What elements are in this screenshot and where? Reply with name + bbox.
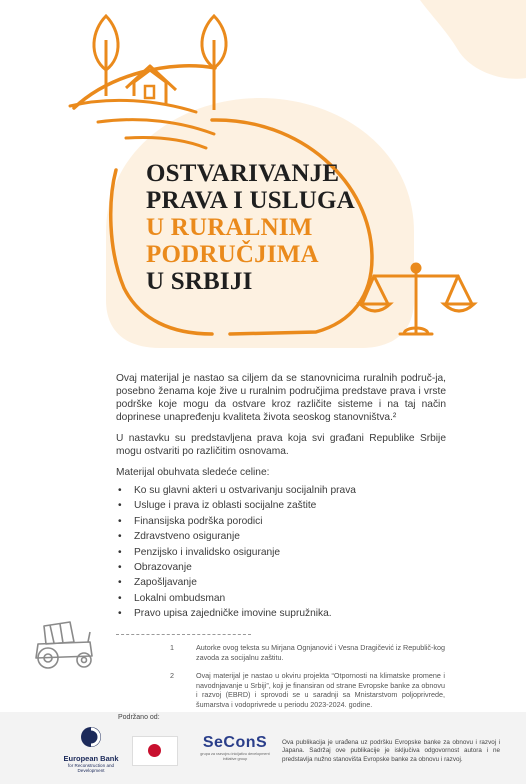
ebrd-name: European Bank (63, 754, 119, 763)
footnotes (170, 643, 445, 719)
paragraph: U nastavku su predstavljena prava koja svi građani Republike Srbije mogu ostvariti po različitim osnovama. (116, 433, 446, 457)
list-item: • Zapošljavanje (130, 575, 446, 590)
supported-by-label: Podržano od: (118, 714, 160, 721)
secons-subtitle: grupa za razvojnu inicijativu development initiative group (200, 752, 270, 761)
japan-flag (132, 736, 178, 766)
list-item: • Lokalni ombudsman (130, 591, 446, 606)
footnote (170, 643, 445, 662)
title-line-highlight: U RURALNIM (146, 214, 313, 241)
footnote-text: Autorke ovog teksta su Mirjana Ognjanović i Vesna Dragičević iz Republič-kog zavoda za socijalnu zaštitu. (196, 643, 445, 662)
main-content (116, 372, 446, 622)
topics-list (116, 483, 446, 622)
decorative-blob (420, 0, 526, 79)
title-line: PRAVA I USLUGA (146, 187, 355, 214)
list-item: • Finansijska podrška porodici (130, 514, 446, 529)
hill-line (70, 100, 196, 112)
title-line: U SRBIJI (146, 268, 253, 295)
list-item: • Ko su glavni akteri u ostvarivanju socijalnih prava (130, 483, 446, 498)
footnote-number: 2 (170, 671, 174, 681)
cover-illustration (0, 0, 526, 360)
tree-icon (202, 16, 226, 110)
footnote-text: Ovaj materijal je nastao u okviru projekta “Otpornosti na klimatske promene i navodnjavanje u Srbiji”, koji je finansiran od strane Evropske banke za obnovu i razvoj (EBRD) i sprovodi se u saradnji sa Mnistarstvom poljoprivrede, šumarstva i vodoprivrede u periodu 2023-2024. godine. (196, 671, 445, 709)
title-line-highlight: PODRUČJIMA (146, 241, 319, 268)
tree-icon (94, 16, 118, 96)
title-line: OSTVARIVANJE (146, 160, 340, 187)
ebrd-emblem-icon (80, 726, 102, 748)
disclaimer: Ova publikacija je urađena uz podršku Evropske banke za obnovu i razvoj i Japana. Sadržaj ove publikacije je isključiva odgovornost autora i ne predstavlja nužno stanovišta Evropske banke za obnovu i razvoj. (282, 739, 500, 763)
secons-logo (196, 734, 274, 762)
ebrd-logo (60, 726, 122, 773)
list-item: • Zdravstveno osiguranje (130, 529, 446, 544)
list-item: • Obrazovanje (130, 560, 446, 575)
page-title (146, 160, 355, 295)
tractor-icon (30, 618, 100, 670)
list-item: • Penzijsko i invalidsko osiguranje (130, 545, 446, 560)
footnote (170, 671, 445, 709)
list-intro: Materijal obuhvata sledeće celine: (116, 467, 270, 478)
intro-paragraph: Ovaj materijal je nastao sa ciljem da se stanovnicima ruralnih područ-ja, posebno ženama koje žive u ruralnim područjima predstave prava i vrste podrške koje mogu da ostvare kroz različite sisteme i na taj način doprinese unapređenju kvaliteta života seoskog stanovništva.² (116, 373, 446, 423)
house-icon (126, 66, 176, 104)
footnote-divider (116, 634, 251, 635)
list-item: • Pravo upisa zajedničke imovine supružnika. (130, 606, 446, 621)
footnote-number: 1 (170, 643, 174, 652)
japan-flag-sun (148, 744, 161, 757)
list-item: • Usluge i prava iz oblasti socijalne zaštite (130, 498, 446, 513)
ebrd-subtitle: for Reconstruction and Development (67, 763, 115, 773)
secons-name: SeConS (202, 734, 268, 751)
